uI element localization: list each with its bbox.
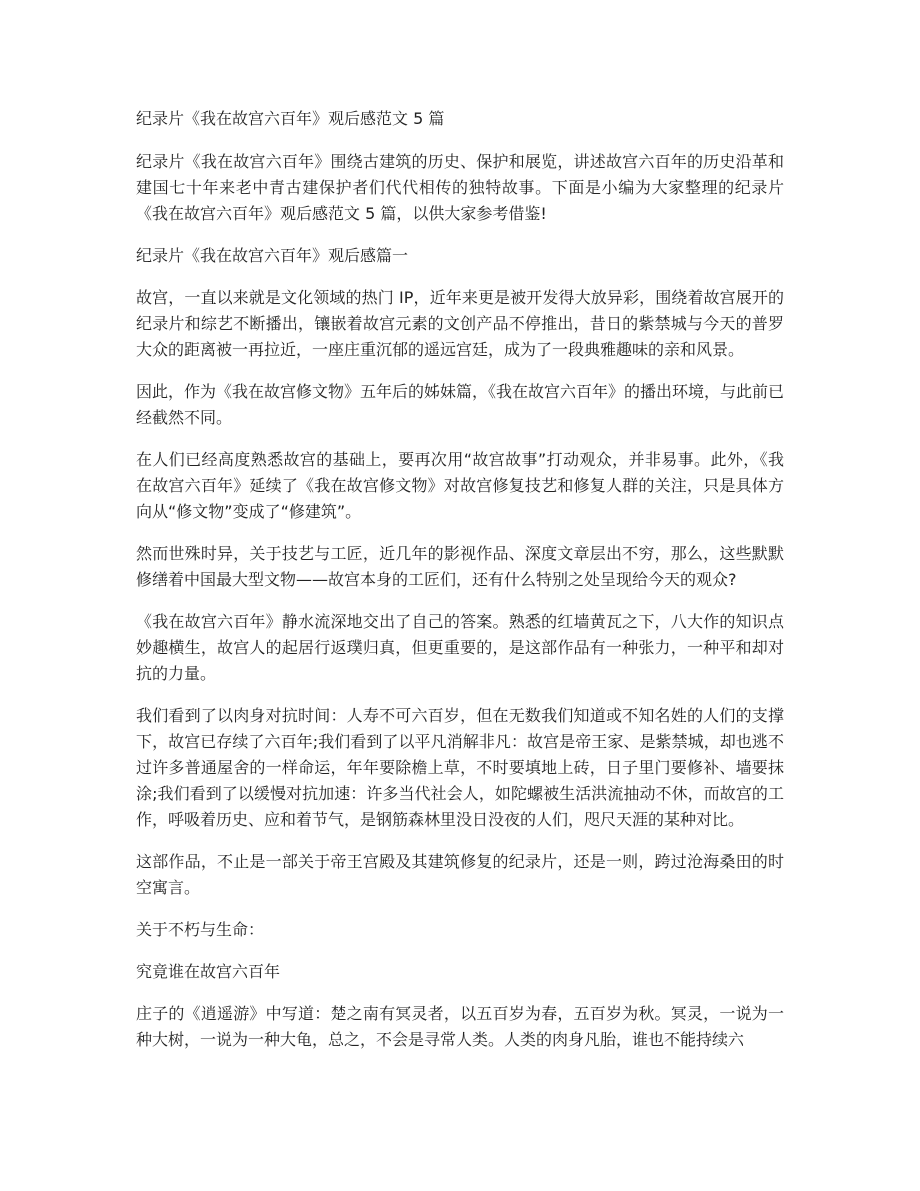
intro-paragraph: 纪录片《我在故宫六百年》围绕古建筑的历史、保护和展览，讲述故宫六百年的历史沿革和建国七十年来老中青古建保护者们代代相传的独特故事。下面是小编为大家整理的纪录片《我在故宫六百年》观后感范文 5 篇，以供大家参考借鉴! [136,152,784,223]
section-heading: 纪录片《我在故宫六百年》观后感篇一 [136,246,409,265]
body-paragraph: 庄子的《逍遥游》中写道：楚之南有冥灵者，以五百岁为春，五百岁为秋。冥灵，一说为一种大树，一说为一种大龟，总之，不会是寻常人类。人类的肉身凡胎，谁也不能持续六 [136,1004,784,1049]
body-paragraph: 故宫，一直以来就是文化领域的热门 IP，近年来更是被开发得大放异彩，围绕着故宫展开的纪录片和综艺不断播出，镶嵌着故宫元素的文创产品不停推出，昔日的紫禁城与今天的普罗大众的距离被一再拉近，一座庄重沉郁的遥远宫廷，成为了一段典雅趣味的亲和风景。 [136,288,784,359]
subheading: 究竟谁在故宫六百年 [136,962,281,981]
document-title: 纪录片《我在故宫六百年》观后感范文 5 篇 [136,109,445,128]
document-body [136,106,784,1069]
body-paragraph: 我们看到了以肉身对抗时间：人寿不可六百岁，但在无数我们知道或不知名姓的人们的支撑下，故宫已存续了六百年;我们看到了以平凡消解非凡：故宫是帝王家、是紫禁城，却也逃不过许多普通屋舍的一样命运，年年要除檐上草，不时要填地上砖，日子里门要修补、墙要抹涂;我们看到了以缓慢对抗加速：许多当代社会人，如陀螺被生活洪流抽动不休，而故宫的工作，呼吸着历史、应和着节气，是钢筋森林里没日没夜的人们，咫尺天涯的某种对比。 [136,706,784,829]
subheading: 关于不朽与生命： [136,920,265,939]
body-paragraph: 然而世殊时异，关于技艺与工匠，近几年的影视作品、深度文章层出不穷，那么，这些默默修缮着中国最大型文物——故宫本身的工匠们，还有什么特别之处呈现给今天的观众? [136,544,784,589]
body-paragraph: 在人们已经高度熟悉故宫的基础上，要再次用“故宫故事”打动观众，并非易事。此外，《我在故宫六百年》延续了《我在故宫修文物》对故宫修复技艺和修复人群的关注，只是具体方向从“修文物”变成了“修建筑”。 [136,450,784,521]
body-paragraph: 这部作品，不止是一部关于帝王宫殿及其建筑修复的纪录片，还是一则，跨过沧海桑田的时空寓言。 [136,852,784,897]
body-paragraph: 因此，作为《我在故宫修文物》五年后的姊妹篇，《我在故宫六百年》的播出环境，与此前已经截然不同。 [136,382,785,427]
body-paragraph: 《我在故宫六百年》静水流深地交出了自己的答案。熟悉的红墙黄瓦之下，八大作的知识点妙趣横生，故宫人的起居行返璞归真，但更重要的，是这部作品有一种张力，一种平和却对抗的力量。 [136,612,784,683]
